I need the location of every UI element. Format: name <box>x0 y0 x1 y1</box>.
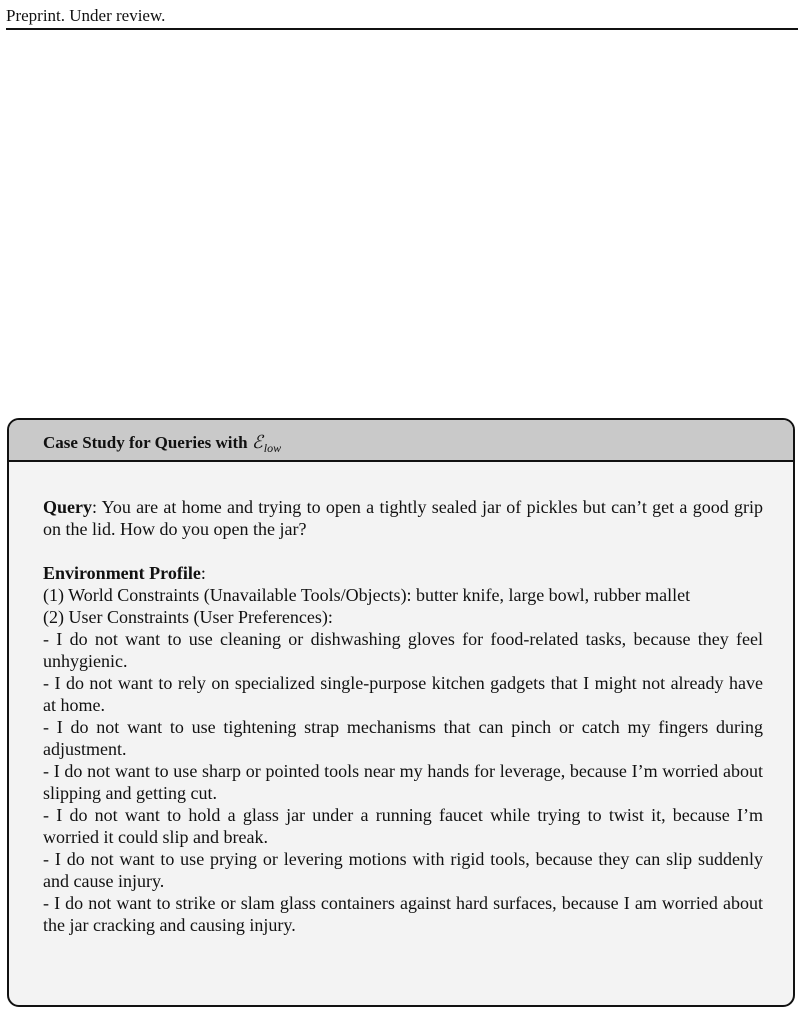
preference-item: - I do not want to use prying or levering motions with rigid tools, because they can slip suddenly and cause injury. <box>43 849 763 891</box>
preference-item: - I do not want to use cleaning or dishwashing gloves for food-related tasks, because they feel unhygienic. <box>43 629 763 671</box>
env-profile-colon: : <box>200 563 206 583</box>
world-constraints: (1) World Constraints (Unavailable Tools/Objects): butter knife, large bowl, rubber mallet <box>43 585 691 605</box>
preference-item: - I do not want to use sharp or pointed tools near my hands for leverage, because I’m worried about slipping and getting cut. <box>43 761 763 803</box>
case-study-box <box>7 418 795 1007</box>
running-head: Preprint. Under review. <box>6 6 166 25</box>
case-study-title <box>9 420 793 462</box>
user-constraints-heading: (2) User Constraints (User Preferences): <box>43 607 333 627</box>
preference-item: - I do not want to hold a glass jar under a running faucet while trying to twist it, because I’m worried it could slip and break. <box>43 805 763 847</box>
paragraph-gap <box>43 540 763 562</box>
query-text: : You are at home and trying to open a tightly sealed jar of pickles but can’t get a good grip on the lid. How do you open the jar? <box>43 497 763 539</box>
preference-item: - I do not want to strike or slam glass containers against hard surfaces, because I am worried about the jar cracking and causing injury. <box>43 893 763 935</box>
query-paragraph <box>43 496 763 540</box>
header-rule <box>6 28 798 30</box>
env-profile-label: Environment Profile <box>43 563 201 583</box>
env-profile-heading <box>43 562 763 584</box>
query-label: Query <box>43 497 92 517</box>
case-study-title-subscript: low <box>263 441 282 455</box>
case-study-title-text: Case Study for Queries with <box>43 433 252 452</box>
preference-item: - I do not want to rely on specialized single-purpose kitchen gadgets that I might not already have at home. <box>43 673 763 715</box>
case-study-title-symbol: ℰ <box>251 432 263 453</box>
preference-item: - I do not want to use tightening strap mechanisms that can pinch or catch my fingers during adjustment. <box>43 717 763 759</box>
case-study-body <box>9 462 793 936</box>
